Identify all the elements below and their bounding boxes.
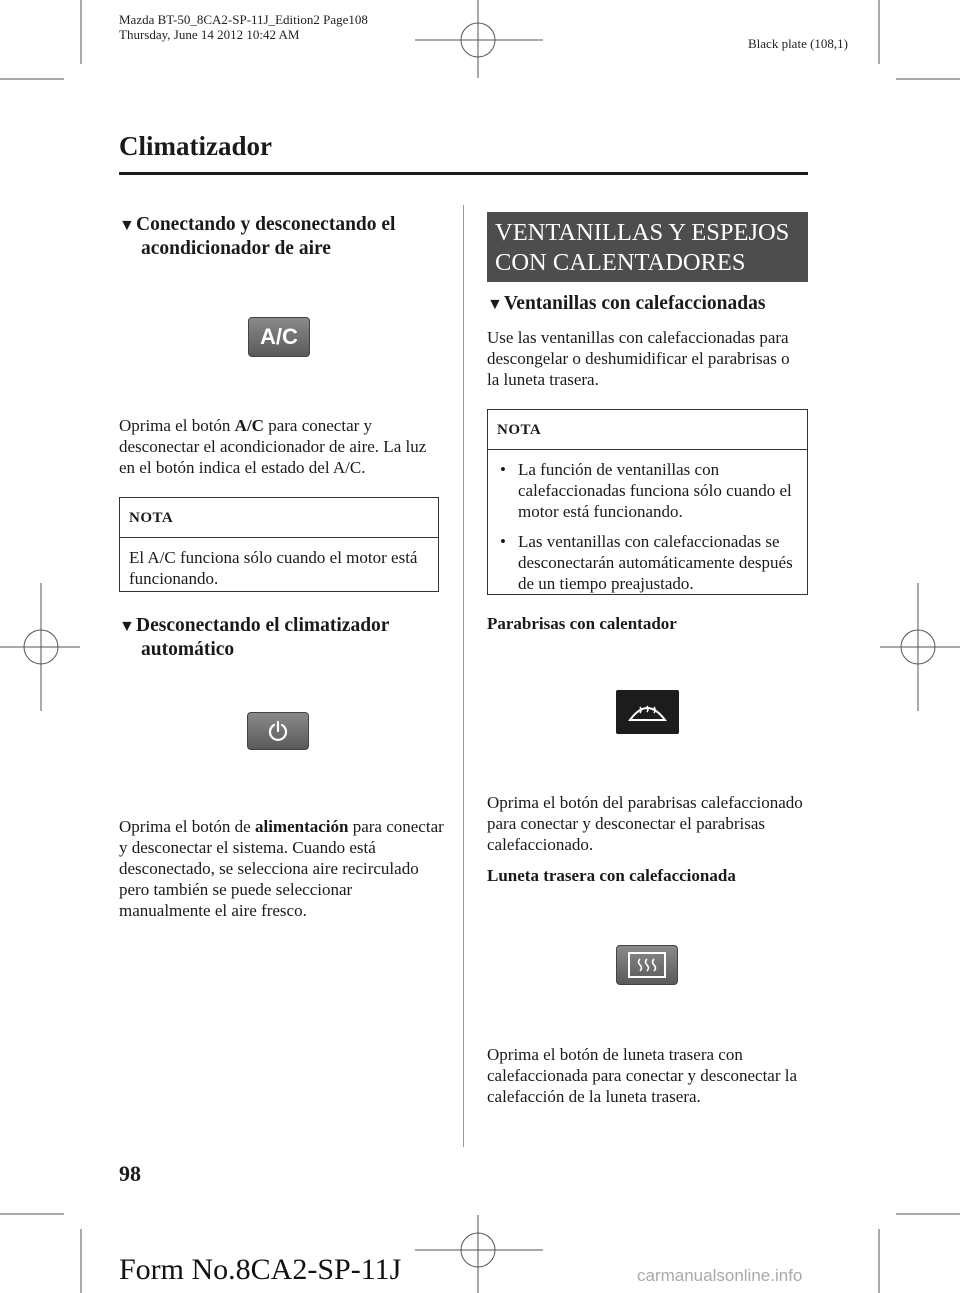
label-rear-window: Luneta trasera con calefaccionada [487,866,736,885]
section-title: Climatizador [119,131,272,161]
power-button-icon [247,712,309,750]
triangle-marker-icon: ▼ [119,618,135,635]
power-icon [267,720,289,742]
triangle-marker-icon: ▼ [487,296,503,313]
note-item: • Las ventanillas con calefaccionadas se desconectarán automáticamente después de un tiempo preajustado. [497,531,798,594]
paragraph-rear-window: Oprima el botón de luneta trasera con calefaccionada para conectar y desconectar la calefacción de la luneta trasera. [487,1045,798,1106]
windshield-defrost-button-icon [616,690,679,734]
note-box-windows [487,409,808,595]
plate-info: Black plate (108,1) [748,36,848,51]
subheading-heated-windows: ▼Ventanillas con calefaccionadas [487,293,766,314]
print-info-line2: Thursday, June 14 2012 10:42 AM [119,27,300,42]
windshield-defrost-icon [616,690,679,734]
print-info-line1: Mazda BT-50_8CA2-SP-11J_Edition2 Page108 [119,12,368,27]
note-item: • La función de ventanillas con calefaccionadas funciona sólo cuando el motor está funcionando. [497,459,798,522]
column-divider [463,205,464,1147]
note-box-ac [119,497,439,592]
paragraph-windshield: Oprima el botón del parabrisas calefaccionado para conectar y desconectar el parabrisas calefaccionado. [487,793,803,854]
paragraph-ac: Oprima el botón A/C para conectar y desconectar el acondicionador de aire. La luz en el botón indica el estado del A/C. [119,416,427,477]
paragraph-heated-windows: Use las ventanillas con calefaccionadas para descongelar o deshumidificar el parabrisas o la luneta trasera. [487,328,790,389]
note-heading: NOTA [488,410,807,450]
subheading-ac-toggle: ▼Conectando y desconectando el acondicionador de aire [119,214,396,259]
note-list [497,459,798,594]
rear-defrost-icon [627,951,667,979]
note-heading: NOTA [120,498,438,538]
label-windshield: Parabrisas con calentador [487,614,677,633]
rear-defrost-button-icon [616,945,678,985]
title-rule [119,172,808,175]
ac-button-icon: A/C [248,317,310,357]
note-text: El A/C funciona sólo cuando el motor está funcionando. [129,548,418,588]
paragraph-power: Oprima el botón de alimentación para conectar y desconectar el sistema. Cuando está desconectado, se selecciona aire recirculado pero también se puede seleccionar manualmente el aire fresco. [119,817,444,920]
triangle-marker-icon: ▼ [119,217,135,234]
watermark: carmanualsonline.info [637,1266,803,1285]
print-info [119,12,368,42]
section-banner: VENTANILLAS Y ESPEJOS CON CALENTADORES [487,212,808,282]
form-number: Form No.8CA2-SP-11J [119,1253,402,1286]
subheading-power-off: ▼Desconectando el climatizador automático [119,615,390,660]
page-number: 98 [119,1161,141,1186]
